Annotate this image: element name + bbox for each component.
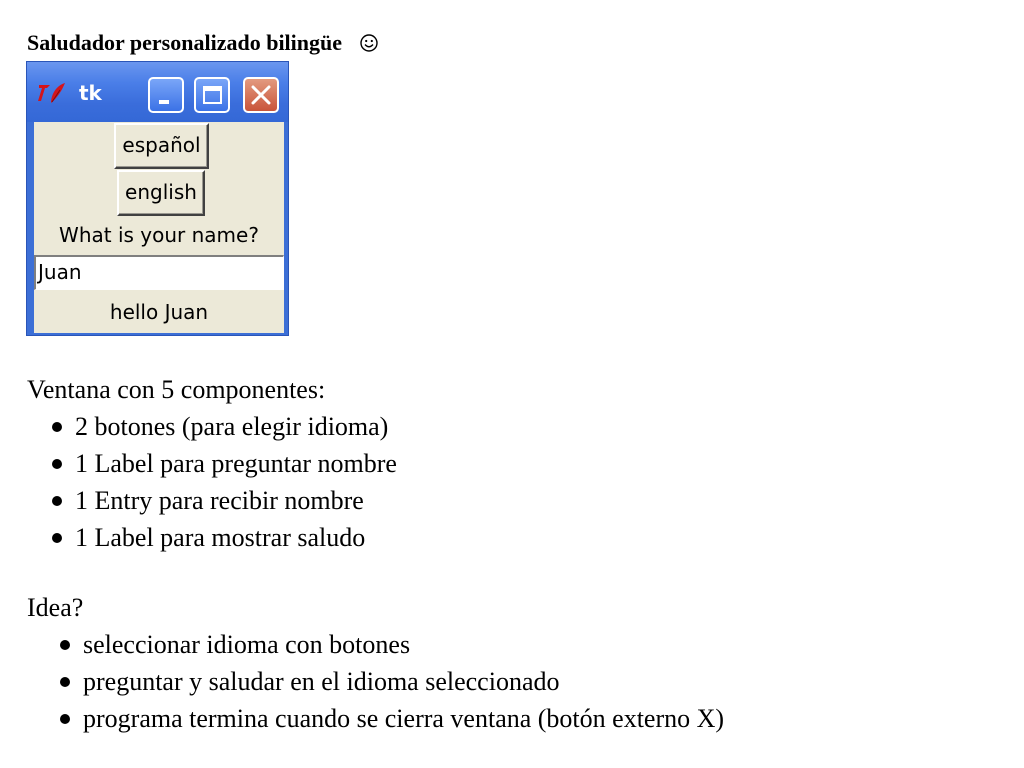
minimize-button[interactable]: [148, 77, 184, 113]
spanish-button[interactable]: español: [114, 123, 209, 169]
idea-heading: Idea?: [27, 593, 84, 622]
smiley-face-icon: [360, 34, 378, 52]
bullet-icon: [52, 422, 62, 432]
list-item: 2 botones (para elegir idioma): [27, 408, 397, 445]
close-button[interactable]: [243, 77, 279, 113]
components-list: [27, 408, 397, 556]
idea-section: [27, 589, 724, 737]
window-title: tk: [79, 81, 102, 105]
window-client-area: [34, 122, 284, 333]
tk-feather-icon: [38, 82, 66, 104]
idea-list: [27, 626, 724, 737]
maximize-button[interactable]: [194, 77, 230, 113]
list-item: preguntar y saludar en el idioma seleccionado: [27, 663, 724, 700]
list-item: 1 Entry para recibir nombre: [27, 482, 397, 519]
question-label: What is your name?: [59, 223, 259, 247]
bullet-icon: [52, 496, 62, 506]
list-item: programa termina cuando se cierra ventana (botón externo X): [27, 700, 724, 737]
minimize-icon: [150, 79, 182, 111]
close-icon: [245, 79, 277, 111]
document-title-text: Saludador personalizado bilingüe: [27, 30, 343, 55]
bullet-icon: [52, 459, 62, 469]
components-section: [27, 371, 397, 556]
list-item: seleccionar idioma con botones: [27, 626, 724, 663]
bullet-icon: [60, 677, 70, 687]
english-button[interactable]: english: [117, 170, 205, 216]
document-title: [27, 30, 378, 56]
window-titlebar[interactable]: [27, 62, 288, 122]
components-heading: Ventana con 5 componentes:: [27, 375, 326, 404]
bullet-icon: [60, 714, 70, 724]
bullet-icon: [60, 640, 70, 650]
list-item: 1 Label para preguntar nombre: [27, 445, 397, 482]
tk-window: [26, 61, 289, 336]
name-entry[interactable]: Juan: [34, 255, 284, 290]
list-item: 1 Label para mostrar saludo: [27, 519, 397, 556]
bullet-icon: [52, 533, 62, 543]
greeting-label: hello Juan: [109, 300, 209, 324]
maximize-icon: [196, 79, 228, 111]
